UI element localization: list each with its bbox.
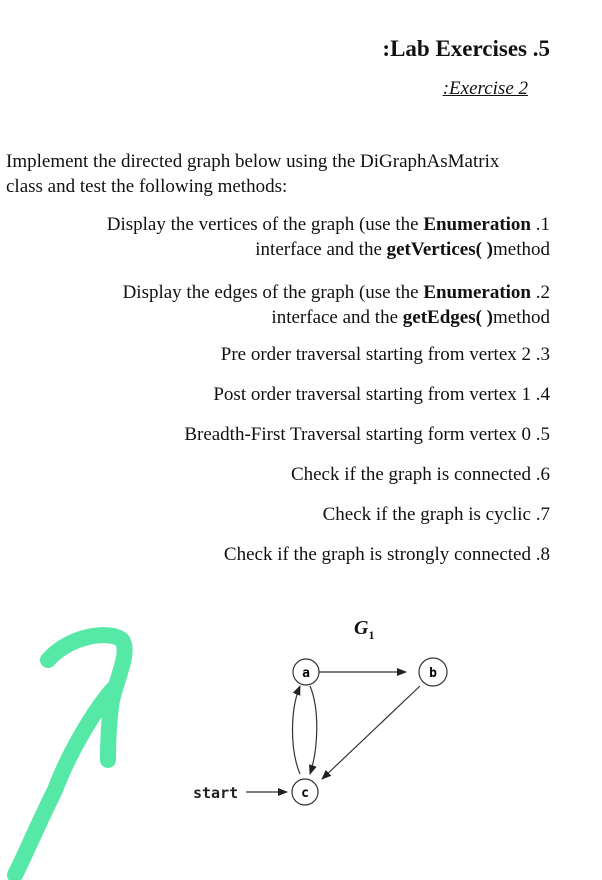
task-8: Check if the graph is strongly connected .8 xyxy=(223,544,550,565)
task-1-bold: Enumeration xyxy=(423,214,531,235)
green-marker-stroke xyxy=(15,635,125,875)
task-5: Breadth-First Traversal starting form vertex 0 .5 xyxy=(184,424,550,445)
task-1-text: Display the vertices of the graph (use the xyxy=(106,214,424,235)
start-label: start xyxy=(193,784,239,802)
task-3: Pre order traversal starting from vertex 2 .3 xyxy=(220,344,550,365)
task-1-line2-end: method xyxy=(493,239,550,260)
node-b xyxy=(419,658,447,686)
task-2-line2: interface and the xyxy=(271,307,403,328)
task-2-method: getEdges( ) xyxy=(402,307,493,328)
intro-line-1: Implement the directed graph below using the DiGraphAsMatrix xyxy=(6,151,500,172)
task-7: Check if the graph is cyclic .7 xyxy=(322,504,550,525)
edge-b-to-c xyxy=(322,686,420,779)
node-b-label: b xyxy=(429,666,437,681)
edge-a-to-c xyxy=(310,686,317,774)
task-2-text: Display the edges of the graph (use the xyxy=(122,282,424,303)
task-2-number: .2 xyxy=(531,282,550,303)
intro-line-2: class and test the following methods: xyxy=(6,176,288,197)
task-1-method: getVertices( ) xyxy=(386,239,493,260)
page-title: :Lab Exercises .5 xyxy=(382,36,550,61)
intro-paragraph xyxy=(6,149,499,199)
task-1-line2: interface and the xyxy=(255,239,387,260)
task-2-bold: Enumeration xyxy=(423,282,531,303)
node-c xyxy=(292,779,318,805)
graph-title-letter: G xyxy=(354,617,369,639)
node-a xyxy=(293,659,319,685)
node-a-label: a xyxy=(302,666,310,681)
task-4: Post order traversal starting from vertex 1 .4 xyxy=(213,384,550,405)
task-6: Check if the graph is connected .6 xyxy=(290,464,550,485)
task-1 xyxy=(107,212,550,262)
edge-c-to-a xyxy=(293,686,301,774)
exercise-subtitle: :Exercise 2 xyxy=(442,78,528,99)
task-2-line2-end: method xyxy=(493,307,550,328)
node-c-label: c xyxy=(301,786,309,801)
task-1-number: .1 xyxy=(531,214,550,235)
task-2 xyxy=(123,280,550,330)
graph-title-subscript: 1 xyxy=(368,628,375,642)
directed-graph-figure xyxy=(0,590,602,880)
